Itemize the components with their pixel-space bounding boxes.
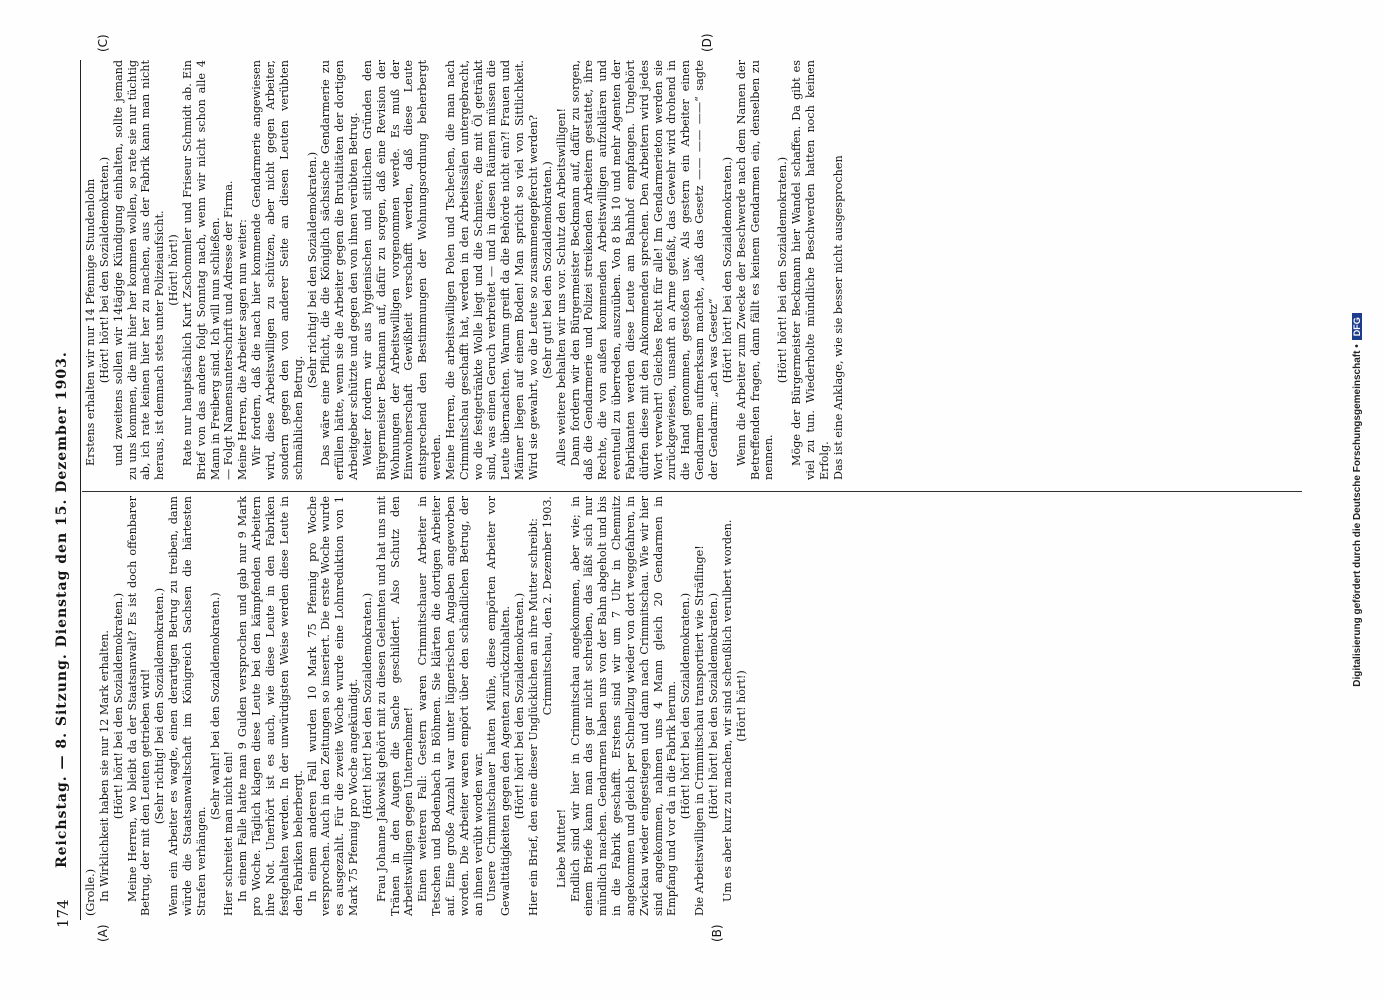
letter-dateline: Crimmitschau, den 2. Dezember 1903. [540,496,554,716]
paragraph: Wir fordern, daß die nach hier kommende Gendarmerie angewiesen wird, diese Arbeitswilligen zu schützen, aber nicht gegen Arbeiter, sondern gegen den von anderer Seite an diesen Leuten verübten schmählichen Betrug. [250,60,305,480]
interjection: (Sehr wahr! bei den Sozialdemokraten.) [208,592,222,820]
interjection: (Hört! hört! bei den Sozialdemokraten.) [360,592,374,820]
interjection: (Sehr gut! bei den Sozialdemokraten.) [540,161,554,379]
left-column [84,496,749,916]
interjection: (Hört! hört!) [167,234,181,306]
margin-marker-d: (D) [700,33,714,52]
page-header [50,58,76,928]
paragraph: Unsere Crimmitschauer hatten Mühe, diese empörten Arbeiter vor Gewalttätigkeiten gegen den Agenten zurückzuhalten. [485,496,513,916]
interjection: Die Arbeitswilligen in Crimmitschau transportiert wie Sträflinge! [693,545,707,916]
letter-paragraph: Erstens erhalten wir nur 14 Pfennige Stundenlohn [84,178,97,466]
interjection: (Sehr richtig! bei den Sozialdemokraten.) [305,151,319,389]
margin-marker-c: (C) [96,34,110,52]
interjection: (Hört! hört! bei den Sozialdemokraten.) [513,592,527,820]
digitization-footer [1352,60,1363,940]
paragraph: Meine Herren, die Arbeiter sagen nun weiter: [236,219,250,480]
letter-paragraph: Rate nur hauptsächlich Kurt Zschommler und Friseur Schmidt ab. Ein Brief von das andere folgt Sonntag nach, wenn wir nicht schon alle 4 Mann in Freiberg sind. Ich will nun schließen. [180,60,222,480]
interjection: (Hört! hört! bei den Sozialdemokraten.) [111,592,125,820]
running-title: Reichstag. — 8. Sitzung. Dienstag den 15. Dezember 1903. [54,351,70,868]
letter-paragraph: Endlich sind wir hier in Crimmitschau angekommen, aber wie; in einem Briefe kann man das gar nicht schreiben, das läßt sich nur mündlich machen. Gendarmen haben uns von der Bahn abgeholt und bis in die Fabrik geschafft. Erstens sind wir um 7 Uhr in Chemnitz angekommen und gleich per Schnellzug wieder von dort weggefahren, in Zwickau wieder eingestiegen und dann nach Crimmitschau. Wie wir hier sind angekommen, nahmen uns 4 Mann gleich 20 Gendarmen in Empfang und vor da in die Fabrik herum. [568,496,679,916]
paragraph: Meine Herren, wo bleibt da der Staatsanwalt? Es ist doch offenbarer Betrug, der mit den Leuten getrieben wird! [125,496,153,916]
speaker-note: (Grolle.) [84,868,97,916]
interjection: (Sehr richtig! bei den Sozialdemokraten.) [153,587,167,825]
column-separator [82,491,1302,492]
paragraph: Dann fordern wir den Bürgermeister Beckmann auf, dafür zu sorgen, daß die Gendarmerie und Polizei streikenden Arbeitern gestattet, ihre Rechte, die von außen kommenden Arbeitswilligen aufzuklären und eventuell zu überreden, auszuüben. Von 8 bis 10 und mehr Agenten der Fabrikanten werden diese Leute am Bahnhof empfangen. Ungehört dürfen diese mit den Ankommenden sprechen. Den Arbeitern wird jedes Wort verwehrt! Gleiches Recht für alle! Im Gendarmerieton werden sie zurückgewiesen, unsanft an Arme gefaßt, das Gewehr wird drohend in die Hand genommen, gestoßen usw. Als gestern ein Arbeiter einen Gendarmen aufmerksam machte, „daß das Gesetz —— —— ——“ sagte der Gendarm: „ach was Gesetz“ [568,60,720,480]
interjection: (Hört! hört!) [734,670,748,742]
paragraph: Weiter fordern wir aus hygienischen und sittlichen Gründen den Bürgermeister Beckmann auf, dafür zu sorgen, daß eine Revision der Wohnungen der Arbeitswilligen vorgenommen werde. Es muß der Einwohnerschaft Gewißheit verschafft werden, daß diese Leute entsprechend den Bestimmungen der Wohnungsordnung beherbergt werden. [360,60,444,480]
dfg-logo: DFG [1352,313,1362,340]
interjection: (Hört! hört! bei den Sozialdemokraten.) [679,592,693,820]
paragraph: Frau Johanne Jakowski gehört mit zu diesen Geleimten und hat uns mit Tränen in den Augen die Sache geschildert. Also Schutz den Arbeitswilligen gegen Unternehmer! [374,496,416,916]
paragraph: Möge der Bürgermeister Beckmann hier Wandel schaffen. Da gibt es viel zu tun. Wiederholte mündliche Beschwerden hatten noch keinen Erfolg. [790,60,831,480]
right-column [84,60,845,480]
interjection: (Hört! hört! bei den Sozialdemokraten.) [776,156,790,384]
paragraph: Das wäre eine Pflicht, die die Königlich sächsische Gendarmerie zu erfüllen hätte, wenn sie die Arbeiter gegen die Brutalitäten der dortigen Arbeitgeber schützte und gegen den von ihnen verübten Betrug. [319,60,361,480]
paragraph: Alles weitere behalten wir uns vor. Schutz den Arbeitswilligen! [554,108,568,466]
page-number: 174 [54,899,72,928]
paragraph: Wenn ein Arbeiter es wagte, einen derartigen Betrug zu treiben, dann würde die Staatsanwaltschaft im Königreich Sachsen die härtesten Strafen verhängen. [167,496,208,916]
paragraph: Hier ein Brief, den eine dieser Unglücklichen an ihre Mutter schreibt: [527,518,540,916]
interjection: (Hört! hört! bei den Sozialdemokraten.) [706,592,720,820]
margin-marker-a: (A) [96,924,110,942]
paragraph: Wenn die Arbeiter zum Zwecke der Beschwerde nach dem Namen der Betreffenden fragen, dann fällt es keinem Gendarmen ein, denselben zu nennen. [734,60,776,480]
interjection: (Hört! hört! bei den Sozialdemokraten.) [720,156,734,384]
letter-paragraph: Um es aber kurz zu machen, wir sind scheußlich verulbert worden. [720,519,734,902]
paragraph: In Wirklichkeit haben sie nur 12 Mark erhalten. [97,630,111,902]
paragraph: In einem anderen Fall wurden 10 Mark 75 Pfennig pro Woche versprochen. Auch in den Zeitungen so inseriert. Die erste Woche wurde es ausgezahlt. Für die zweite Woche wurde eine Lohnreduktion von 1 Mark 75 Pfennig pro Woche angekündigt. [305,496,361,916]
footer-text: Digitalisierung gefördert durch die Deutsche Forschungsgemeinschaft • [1352,344,1363,687]
letter-salutation: Liebe Mutter! [554,808,568,888]
paragraph: Einen weiteren Fall: Gestern waren Crimmitschauer Arbeiter in Tetschen und Bodenbach in Böhmen. Sie klärten die dortigen Arbeiter auf. Eine große Anzahl war unter lügnerischen Angaben angeworben worden. Die Arbeiter waren empört über den schändlichen Betrug, der an ihnen verübt worden war. [416,496,485,916]
interjection: (Hört! hört! bei den Sozialdemokraten.) [97,156,111,384]
paragraph: — Folgt Namensunterschrift und Adresse der Firma. [222,180,236,480]
paragraph: Hier schreitet man nicht ein! [222,750,236,916]
margin-marker-b: (B) [710,924,724,942]
paragraph: In einem Falle hatte man 9 Gulden versprochen und gab nur 9 Mark pro Woche. Täglich klagen diese Leute bei den kämpfenden Arbeitern ihre Not. Unerhört ist es auch, wie diese Leute in den Fabriken festgehalten werden. In der unwürdigsten Weise werden diese Leute in den Fabriken beherbergt. [236,496,305,916]
paragraph: Das ist eine Anklage, wie sie besser nicht ausgesprochen [831,155,845,480]
paragraph: Meine Herren, die arbeitswilligen Polen und Tschechen, die man nach Crimmitschau geschafft hat, werden in den Arbeitssälen untergebracht, wo die festgetränkte Wolle liegt und die Schmiere, die mit Öl getränkt sind, was einen Geruch verbreitet — und in diesen Räumen müssen die Leute übernachten. Warum greift da die Behörde nicht ein?! Frauen und Männer liegen auf einem Boden! Man spricht so viel von Sittlichkeit. Wird sie gewahrt, wo die Leute so zusammengepfercht werden? [443,60,540,480]
letter-paragraph: und zweitens sollen wir 14tägige Kündigung einhalten, sollte jemand zu uns kommen, die mit hier her kommen wollen, so rate sie nur tüchtig ab, ich rate keinen hier her zu machen, aus der Fabrik kann man nicht heraus, ist demnach stets unter Polizeiaufsicht. [111,60,167,480]
header-rule [80,60,81,920]
